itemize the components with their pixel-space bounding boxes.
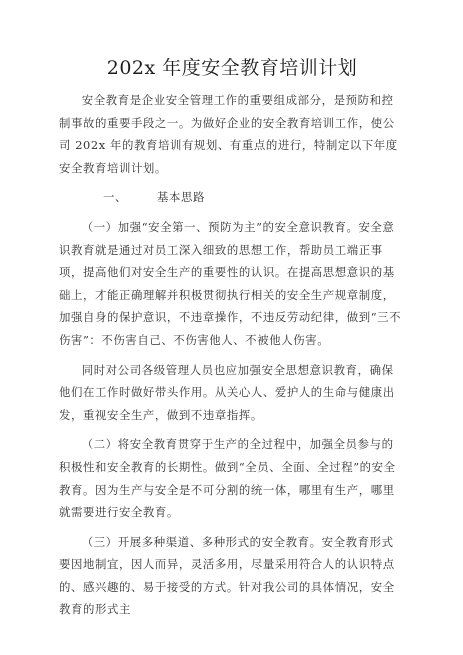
paragraph-awareness: （一）加强“安全第一、预防为主”的安全意识教育。安全意识教育就是通过对员工深入细致的思想工作，帮助员工端正事项，提高他们对安全生产的重要性的认识。在提高思想意识的基础上，才能正确理解并积极贯彻执行相关的安全生产规章制度，加强自身的保护意识，不违章操作，不违反劳动纪律，做到“三不伤害”：不伤害自己、不伤害他人、不被他人伤害。: [59, 219, 402, 347]
paragraph-management: 同时对公司各级管理人员也应加强安全思想意识教育，确保他们在工作时做好带头作用。从关心人、爱护人的生命与健康出发，重视安全生产，做到不违章指挥。: [59, 362, 395, 422]
section-number: 一、: [103, 190, 127, 205]
document-title: 202x 年度安全教育培训计划: [106, 57, 358, 79]
section-title: 基本思路: [157, 190, 205, 205]
paragraph-multi-channel: （三）开展多种渠道、多种形式的安全教育。安全教育形式要因地制宜，因人而异，灵活多用，尽量采用符合人的认识特点的、感兴趣的、易于接受的方式。针对我公司的具体情况，安全教育的形式主: [59, 534, 395, 617]
intro-paragraph: 安全教育是企业安全管理工作的重要组成部分，是预防和控制事故的重要手段之一。为做好企业的安全教育培训工作，使公司 202x 年的教育培训有规划、有重点的进行，特制定以下年度安全教育培训计划。: [59, 93, 398, 175]
section-heading-1: [59, 186, 405, 209]
paragraph-whole-process: （二）将安全教育贯穿于生产的全过程中，加强全员参与的积极性和安全教育的长期性。做到“全员、全面、全过程”的安全教育。因为生产与安全是不可分割的统一体，哪里有生产，哪里就需要进行安全教育。: [59, 437, 396, 520]
